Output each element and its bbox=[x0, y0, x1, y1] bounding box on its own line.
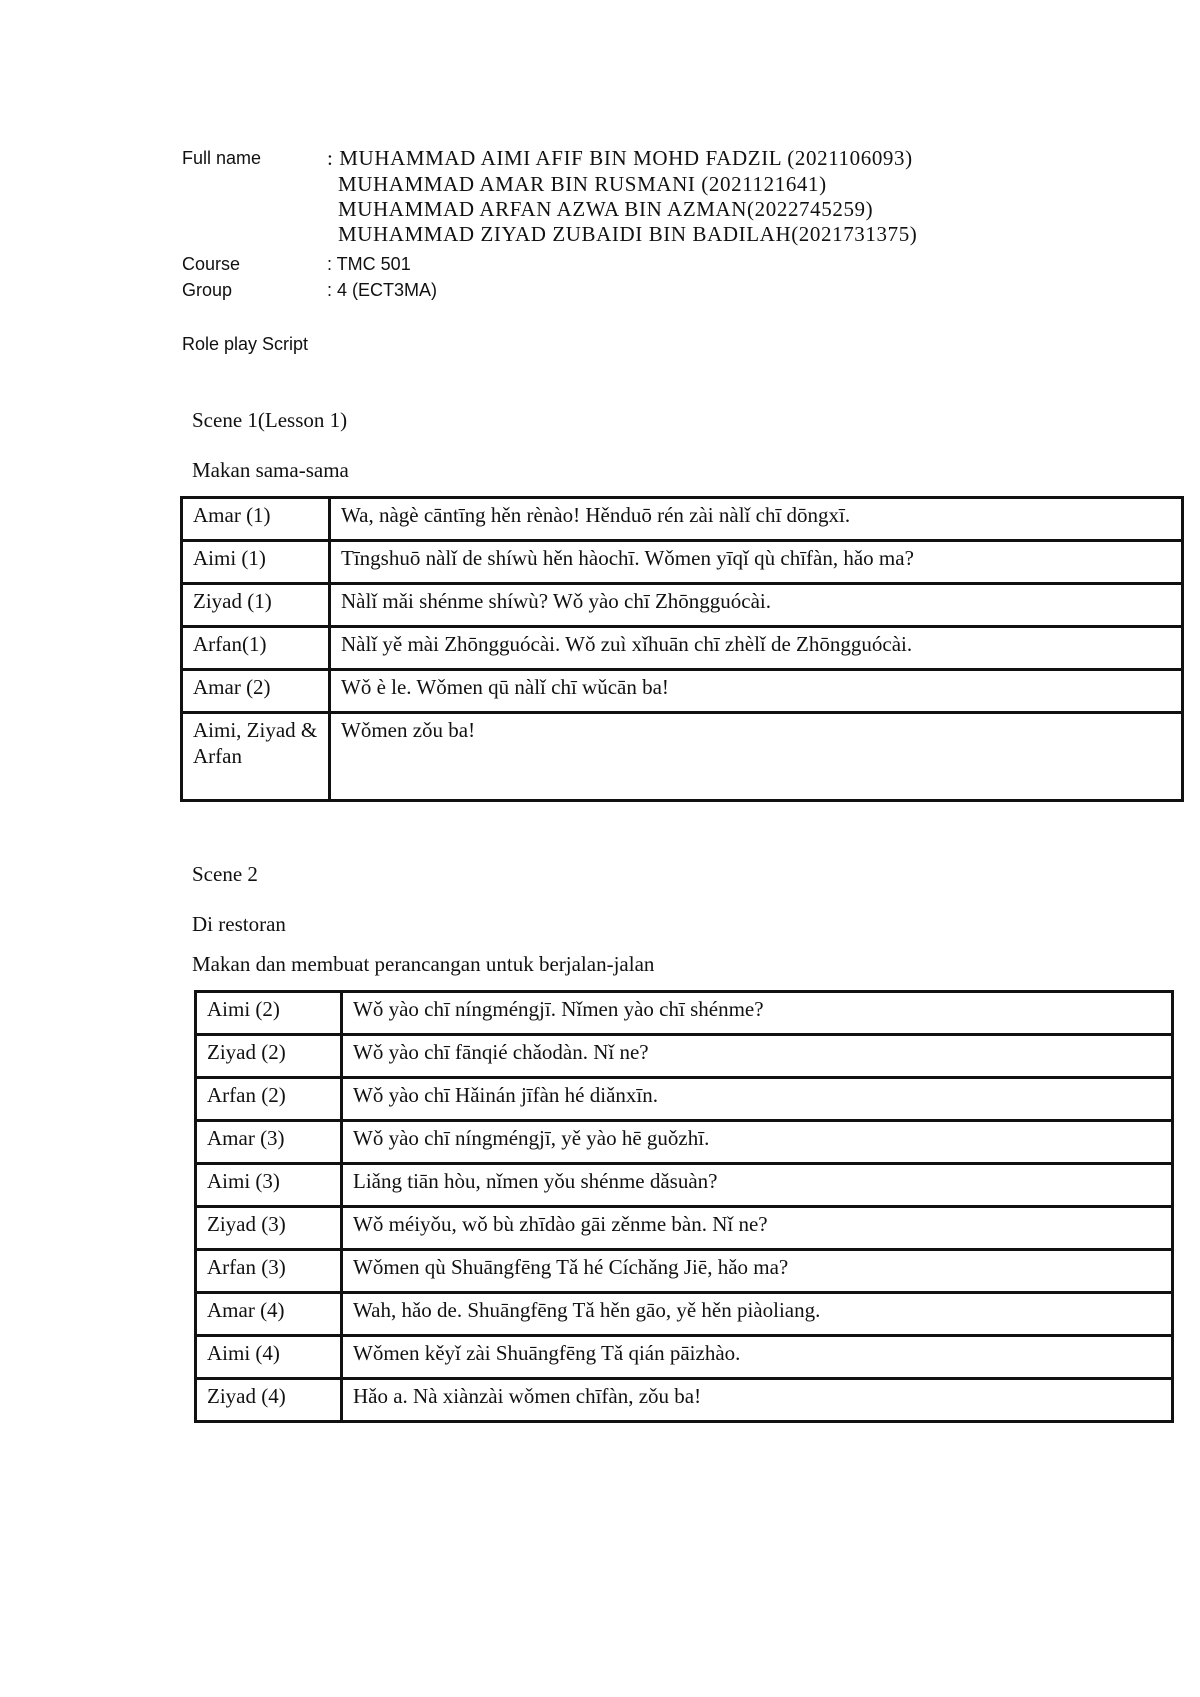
dialogue-cell: Wǒ méiyǒu, wǒ bù zhīdào gāi zěnme bàn. Nǐ ne? bbox=[342, 1207, 1173, 1250]
scene1-title: Scene 1(Lesson 1) bbox=[192, 408, 348, 432]
group-label: Group bbox=[182, 280, 233, 300]
dialogue-cell: Wah, hǎo de. Shuāngfēng Tǎ hěn gāo, yě hěn piàoliang. bbox=[342, 1293, 1173, 1336]
table-row bbox=[196, 1379, 1173, 1422]
speaker-cell: Aimi, Ziyad & Arfan bbox=[182, 713, 330, 801]
full-name-value-3: MUHAMMAD ARFAN AZWA BIN AZMAN(2022745259) bbox=[338, 197, 874, 221]
table-row bbox=[196, 1035, 1173, 1078]
dialogue-cell: Hǎo a. Nà xiànzài wǒmen chīfàn, zǒu ba! bbox=[342, 1379, 1173, 1422]
speaker-cell: Ziyad (2) bbox=[196, 1035, 342, 1078]
dialogue-cell: Liǎng tiān hòu, nǐmen yǒu shénme dǎsuàn? bbox=[342, 1164, 1173, 1207]
course-row bbox=[182, 254, 782, 278]
speaker-cell: Arfan(1) bbox=[182, 627, 330, 670]
full-name-value-4: MUHAMMAD ZIYAD ZUBAIDI BIN BADILAH(2021731375) bbox=[338, 222, 918, 246]
speaker-cell: Aimi (3) bbox=[196, 1164, 342, 1207]
scene1-table bbox=[180, 496, 1184, 802]
table-row bbox=[182, 627, 1183, 670]
speaker-cell: Amar (4) bbox=[196, 1293, 342, 1336]
speaker-cell: Amar (2) bbox=[182, 670, 330, 713]
scene2-location: Di restoran bbox=[192, 912, 286, 936]
scene2-table bbox=[194, 990, 1174, 1423]
table-row bbox=[196, 1078, 1173, 1121]
group-value: : 4 (ECT3MA) bbox=[327, 280, 438, 300]
speaker-cell: Arfan (3) bbox=[196, 1250, 342, 1293]
dialogue-cell: Wǒ yào chī níngméngjī, yě yào hē guǒzhī. bbox=[342, 1121, 1173, 1164]
group-row bbox=[182, 280, 782, 304]
dialogue-cell: Nàlǐ mǎi shénme shíwù? Wǒ yào chī Zhōngguócài. bbox=[330, 584, 1183, 627]
table-row bbox=[182, 713, 1183, 801]
full-name-value-2: MUHAMMAD AMAR BIN RUSMANI (2021121641) bbox=[338, 172, 827, 196]
dialogue-cell: Wǒ yào chī fānqié chǎodàn. Nǐ ne? bbox=[342, 1035, 1173, 1078]
dialogue-cell: Wǒmen zǒu ba! bbox=[330, 713, 1183, 801]
dialogue-cell: Nàlǐ yě mài Zhōngguócài. Wǒ zuì xǐhuān chī zhèlǐ de Zhōngguócài. bbox=[330, 627, 1183, 670]
table-row bbox=[182, 498, 1183, 541]
dialogue-cell: Wǒmen qù Shuāngfēng Tǎ hé Cíchǎng Jiē, hǎo ma? bbox=[342, 1250, 1173, 1293]
table-row bbox=[196, 1336, 1173, 1379]
speaker-cell: Amar (1) bbox=[182, 498, 330, 541]
dialogue-cell: Wǒ yào chī Hǎinán jīfàn hé diǎnxīn. bbox=[342, 1078, 1173, 1121]
table-row bbox=[182, 541, 1183, 584]
table-row bbox=[196, 1293, 1173, 1336]
speaker-cell: Amar (3) bbox=[196, 1121, 342, 1164]
dialogue-cell: Tīngshuō nàlǐ de shíwù hěn hàochī. Wǒmen yīqǐ qù chīfàn, hǎo ma? bbox=[330, 541, 1183, 584]
speaker-cell: Ziyad (3) bbox=[196, 1207, 342, 1250]
dialogue-cell: Wǒ è le. Wǒmen qū nàlǐ chī wǔcān ba! bbox=[330, 670, 1183, 713]
speaker-cell: Ziyad (4) bbox=[196, 1379, 342, 1422]
full-name-row bbox=[182, 148, 982, 172]
speaker-cell: Ziyad (1) bbox=[182, 584, 330, 627]
speaker-cell: Arfan (2) bbox=[196, 1078, 342, 1121]
table-row bbox=[196, 1207, 1173, 1250]
speaker-cell: Aimi (2) bbox=[196, 992, 342, 1035]
table-row bbox=[196, 1250, 1173, 1293]
table-row bbox=[196, 1121, 1173, 1164]
dialogue-cell: Wa, nàgè cāntīng hěn rènào! Hěnduō rén zài nàlǐ chī dōngxī. bbox=[330, 498, 1183, 541]
full-name-label: Full name bbox=[182, 148, 262, 168]
scene2-subtitle: Makan dan membuat perancangan untuk berjalan-jalan bbox=[192, 952, 655, 976]
table-row bbox=[182, 670, 1183, 713]
document-title: Role play Script bbox=[182, 334, 309, 354]
scene2-title: Scene 2 bbox=[192, 862, 258, 886]
full-name-value-1: : MUHAMMAD AIMI AFIF BIN MOHD FADZIL (2021106093) bbox=[327, 146, 913, 170]
dialogue-cell: Wǒmen kěyǐ zài Shuāngfēng Tǎ qián pāizhào. bbox=[342, 1336, 1173, 1379]
table-row bbox=[182, 584, 1183, 627]
table-row bbox=[196, 1164, 1173, 1207]
speaker-cell: Aimi (1) bbox=[182, 541, 330, 584]
dialogue-cell: Wǒ yào chī níngméngjī. Nǐmen yào chī shénme? bbox=[342, 992, 1173, 1035]
speaker-cell: Aimi (4) bbox=[196, 1336, 342, 1379]
table-row bbox=[196, 992, 1173, 1035]
course-value: : TMC 501 bbox=[327, 254, 411, 274]
scene1-subtitle: Makan sama-sama bbox=[192, 458, 349, 482]
course-label: Course bbox=[182, 254, 241, 274]
